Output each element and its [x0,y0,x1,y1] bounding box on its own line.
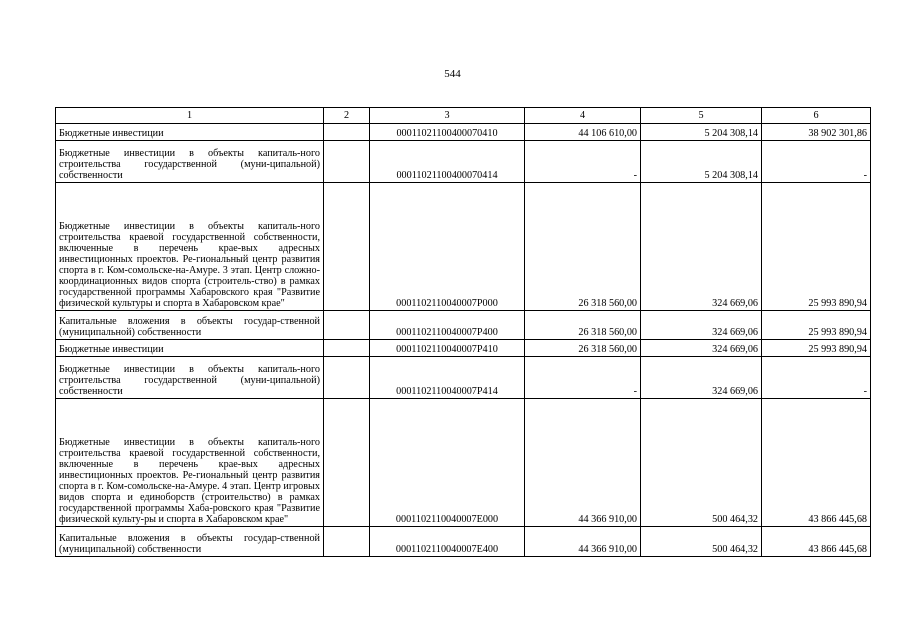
table-row [56,311,871,340]
row-value-6: - [762,141,871,183]
row-value-6: 38 902 301,86 [762,124,871,141]
row-col2 [324,399,370,527]
row-code: 0001102110040007Р410 [370,340,525,357]
row-col2 [324,183,370,311]
row-value-5: 324 669,06 [641,183,762,311]
column-header-6: 6 [762,108,871,124]
row-value-4: - [525,357,641,399]
column-header-5: 5 [641,108,762,124]
row-name: Бюджетные инвестиции [56,124,324,141]
table-row [56,399,871,527]
row-name: Бюджетные инвестиции в объекты капиталь-ного строительства краевой государственной собственности, включенные в перечень крае-вых адресных инвестиционных проектов. Ре-гиональный центр развития спорта в г. Ком-сомольске-на-Амуре. 3 этап. Центр сложно-координационных видов спорта (строитель-ство) в рамках государственной программы Хабаровского края "Развитие физической культуры и спорта в Хабаровском крае" [56,183,324,311]
row-value-4: 26 318 560,00 [525,183,641,311]
row-value-6: 43 866 445,68 [762,399,871,527]
row-value-5: 324 669,06 [641,340,762,357]
column-header-1: 1 [56,108,324,124]
row-col2 [324,124,370,141]
row-value-4: - [525,141,641,183]
row-col2 [324,357,370,399]
table-row [56,141,871,183]
row-value-5: 500 464,32 [641,527,762,557]
row-value-5: 500 464,32 [641,399,762,527]
row-code: 00011021100400070410 [370,124,525,141]
table-row [56,340,871,357]
page-number: 544 [444,68,461,80]
table-row [56,124,871,141]
table-row [56,357,871,399]
row-code: 0001102110040007Е000 [370,399,525,527]
row-value-4: 26 318 560,00 [525,340,641,357]
row-value-6: 25 993 890,94 [762,311,871,340]
header-row [56,108,871,124]
row-col2 [324,141,370,183]
row-value-4: 44 106 610,00 [525,124,641,141]
row-value-4: 44 366 910,00 [525,527,641,557]
row-value-5: 324 669,06 [641,357,762,399]
row-code: 0001102110040007Р400 [370,311,525,340]
row-col2 [324,340,370,357]
row-value-5: 324 669,06 [641,311,762,340]
row-name: Бюджетные инвестиции в объекты капиталь-ного строительства государственной (муни-ципальной) собственности [56,357,324,399]
row-value-6: - [762,357,871,399]
row-name: Капитальные вложения в объекты государ-ственной (муниципальной) собственности [56,527,324,557]
row-value-6: 25 993 890,94 [762,340,871,357]
table-row [56,527,871,557]
row-value-6: 43 866 445,68 [762,527,871,557]
row-col2 [324,311,370,340]
column-header-4: 4 [525,108,641,124]
row-value-5: 5 204 308,14 [641,124,762,141]
row-code: 0001102110040007Е400 [370,527,525,557]
row-value-5: 5 204 308,14 [641,141,762,183]
row-name: Капитальные вложения в объекты государ-ственной (муниципальной) собственности [56,311,324,340]
row-name: Бюджетные инвестиции в объекты капиталь-ного строительства государственной (муни-ципальной) собственности [56,141,324,183]
column-header-3: 3 [370,108,525,124]
table-row [56,183,871,311]
column-header-2: 2 [324,108,370,124]
row-name: Бюджетные инвестиции в объекты капиталь-ного строительства краевой государственной собственности, включенные в перечень крае-вых адресных инвестиционных проектов. Ре-гиональный центр развития спорта в г. Ком-сомольске-на-Амуре. 4 этап. Центр игровых видов спорта и единоборств (строительство) в рамках государственной программы Хаба-ровского края "Развитие физической культу-ры и спорта в Хабаровском крае" [56,399,324,527]
row-code: 00011021100400070414 [370,141,525,183]
row-col2 [324,527,370,557]
row-name: Бюджетные инвестиции [56,340,324,357]
row-value-4: 44 366 910,00 [525,399,641,527]
row-code: 0001102110040007Р000 [370,183,525,311]
budget-table [55,107,871,557]
row-code: 0001102110040007Р414 [370,357,525,399]
row-value-4: 26 318 560,00 [525,311,641,340]
row-value-6: 25 993 890,94 [762,183,871,311]
